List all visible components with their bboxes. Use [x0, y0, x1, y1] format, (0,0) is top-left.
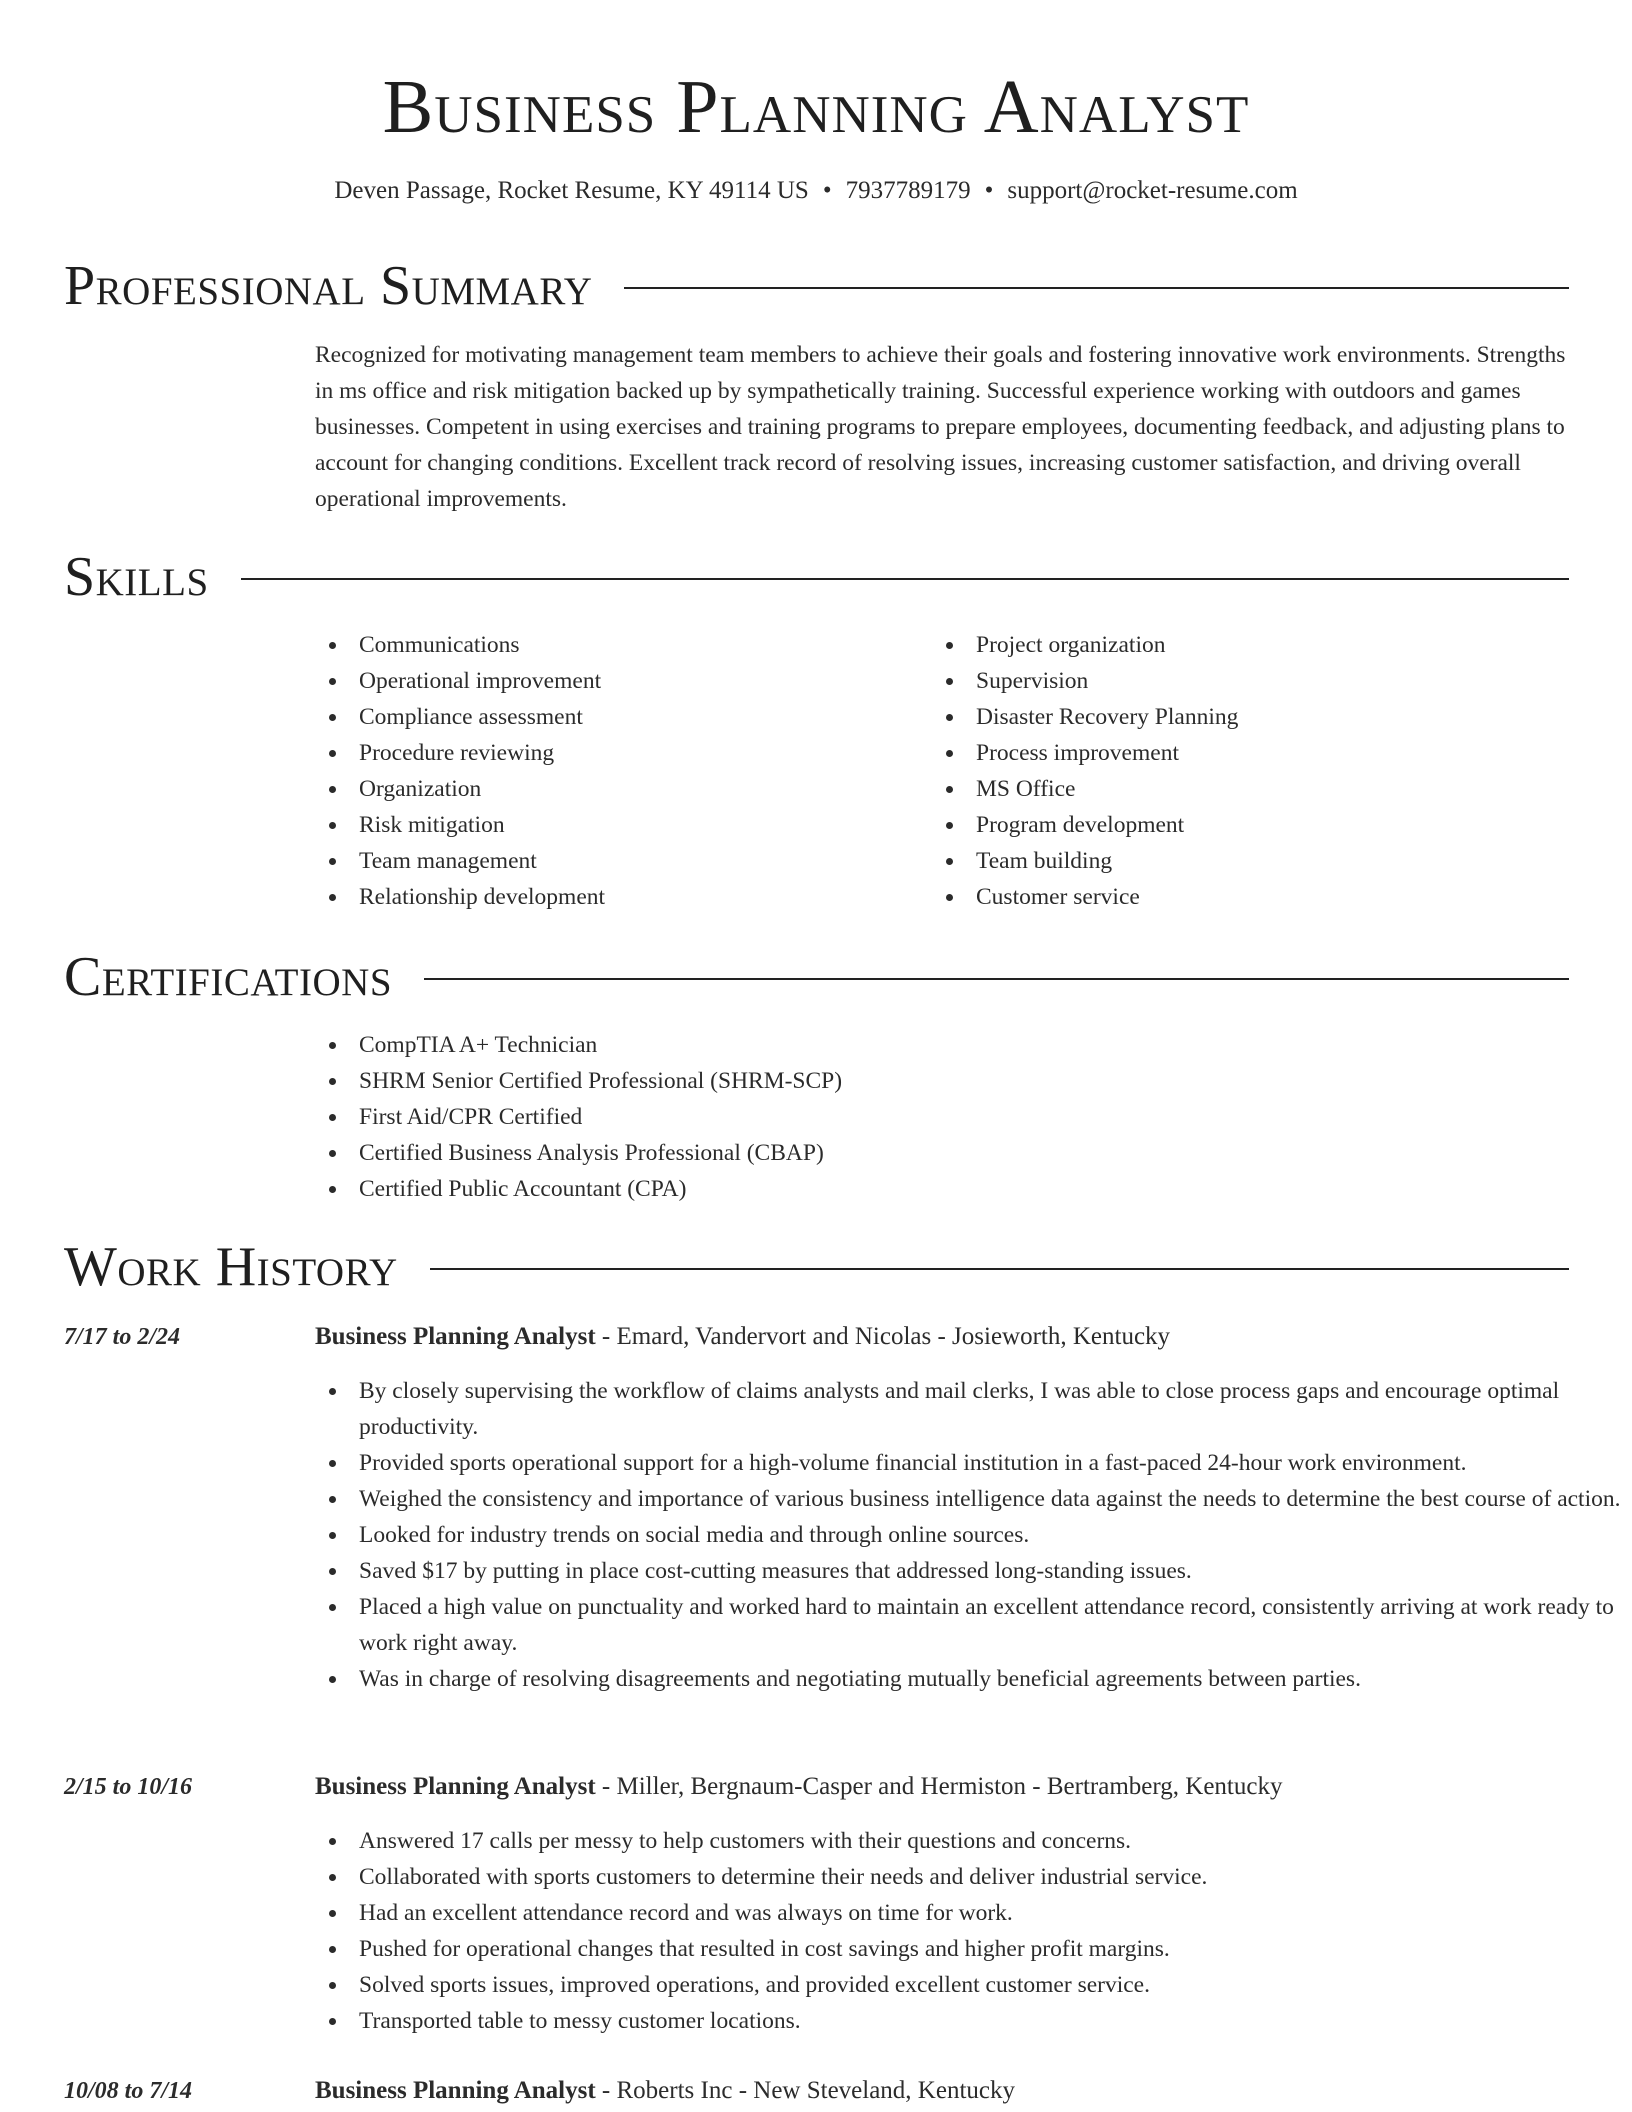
- list-item: Program development: [932, 807, 1572, 843]
- list-item: Pushed for operational changes that resulted in cost savings and higher profit margins.: [315, 1931, 1625, 1967]
- job-bullet-list: [315, 1373, 1625, 1697]
- list-item: Was in charge of resolving disagreements and negotiating mutually beneficial agreements between parties.: [315, 1661, 1625, 1697]
- job-dates: 7/17 to 2/24: [64, 1324, 181, 1350]
- list-item: Solved sports issues, improved operations, and provided excellent customer service.: [315, 1967, 1625, 2003]
- list-item: Project organization: [932, 627, 1572, 663]
- list-item: Placed a high value on punctuality and worked hard to maintain an excellent attendance record, consistently arriving at work ready to work right away.: [315, 1589, 1625, 1661]
- job-title: Business Planning Analyst: [315, 1773, 596, 1800]
- contact-email: support@rocket-resume.com: [1007, 177, 1298, 204]
- skills-left-list: [315, 627, 915, 915]
- list-item: Operational improvement: [315, 663, 915, 699]
- list-item: First Aid/CPR Certified: [315, 1099, 1575, 1135]
- list-item: Transported table to messy customer locations.: [315, 2003, 1625, 2039]
- list-item: Had an excellent attendance record and was always on time for work.: [315, 1895, 1625, 1931]
- list-item: Team building: [932, 843, 1572, 879]
- section-divider: [624, 287, 1569, 289]
- job-dates: 10/08 to 7/14: [64, 2078, 193, 2104]
- list-item: Team management: [315, 843, 915, 879]
- job-employer-location: - Roberts Inc - New Steveland, Kentucky: [595, 2077, 1015, 2104]
- contact-phone: 7937789179: [845, 177, 971, 204]
- contact-separator: •: [822, 177, 832, 204]
- job-bullets: [315, 1373, 1625, 1697]
- list-item: Communications: [315, 627, 915, 663]
- summary-heading: Professional Summary: [64, 255, 593, 317]
- certifications-list: [315, 1027, 1575, 1207]
- list-item: Collaborated with sports customers to determine their needs and deliver industrial service.: [315, 1859, 1625, 1895]
- summary-section-header: [64, 254, 1569, 318]
- list-item: Answered 17 calls per messy to help customers with their questions and concerns.: [315, 1823, 1625, 1859]
- section-divider: [430, 1268, 1569, 1270]
- skills-right-list: [932, 627, 1572, 915]
- work-history-heading: Work History: [64, 1236, 398, 1298]
- contact-line: [0, 176, 1632, 206]
- job-employer-location: - Emard, Vandervort and Nicolas - Josieworth, Kentucky: [595, 1323, 1171, 1350]
- list-item: Relationship development: [315, 879, 915, 915]
- contact-address: Deven Passage, Rocket Resume, KY 49114 US: [334, 177, 809, 204]
- work-history-section-header: [64, 1235, 1569, 1299]
- skills-right-column: [932, 627, 1572, 915]
- job-header: [315, 2073, 1015, 2109]
- job-title: Business Planning Analyst: [315, 2077, 596, 2104]
- job-header: [315, 1319, 1170, 1355]
- section-divider: [241, 578, 1569, 580]
- skills-left-column: [315, 627, 915, 915]
- list-item: Disaster Recovery Planning: [932, 699, 1572, 735]
- job-bullet-list: [315, 1823, 1625, 2039]
- job-title: Business Planning Analyst: [315, 1323, 596, 1350]
- job-employer-location: - Miller, Bergnaum-Casper and Hermiston - Bertramberg, Kentucky: [595, 1773, 1283, 1800]
- list-item: Procedure reviewing: [315, 735, 915, 771]
- certifications-list-container: [315, 1027, 1575, 1207]
- list-item: Certified Business Analysis Professional (CBAP): [315, 1135, 1575, 1171]
- section-divider: [424, 978, 1569, 980]
- skills-section-header: [64, 545, 1569, 609]
- list-item: MS Office: [932, 771, 1572, 807]
- list-item: Saved $17 by putting in place cost-cutting measures that addressed long-standing issues.: [315, 1553, 1625, 1589]
- certifications-section-header: [64, 945, 1569, 1009]
- list-item: Certified Public Accountant (CPA): [315, 1171, 1575, 1207]
- summary-text: Recognized for motivating management team members to achieve their goals and fostering innovative work environments. Strengths in ms office and risk mitigation backed up by sympathetically training. Successful experience working with outdoors and games businesses. Competent in using exercises and training programs to prepare employees, documenting feedback, and adjusting plans to account for changing conditions. Excellent track record of resolving issues, increasing customer satisfaction, and driving overall operational improvements.: [315, 342, 1566, 512]
- job-dates: 2/15 to 10/16: [64, 1774, 193, 1800]
- list-item: Process improvement: [932, 735, 1572, 771]
- list-item: Looked for industry trends on social media and through online sources.: [315, 1517, 1625, 1553]
- list-item: Customer service: [932, 879, 1572, 915]
- certifications-heading: Certifications: [64, 946, 393, 1008]
- job-bullets: [315, 1823, 1625, 2039]
- list-item: SHRM Senior Certified Professional (SHRM-SCP): [315, 1063, 1575, 1099]
- list-item: Organization: [315, 771, 915, 807]
- list-item: Weighed the consistency and importance of various business intelligence data against the needs to determine the best course of action.: [315, 1481, 1625, 1517]
- resume-title: Business Planning Analyst: [382, 65, 1250, 149]
- list-item: Compliance assessment: [315, 699, 915, 735]
- list-item: Supervision: [932, 663, 1572, 699]
- contact-separator: •: [984, 177, 994, 204]
- job-header: [315, 1769, 1282, 1805]
- list-item: Provided sports operational support for a high-volume financial institution in a fast-paced 24-hour work environment.: [315, 1445, 1625, 1481]
- list-item: CompTIA A+ Technician: [315, 1027, 1575, 1063]
- list-item: Risk mitigation: [315, 807, 915, 843]
- skills-heading: Skills: [64, 546, 209, 608]
- list-item: By closely supervising the workflow of claims analysts and mail clerks, I was able to close process gaps and encourage optimal productivity.: [315, 1373, 1625, 1445]
